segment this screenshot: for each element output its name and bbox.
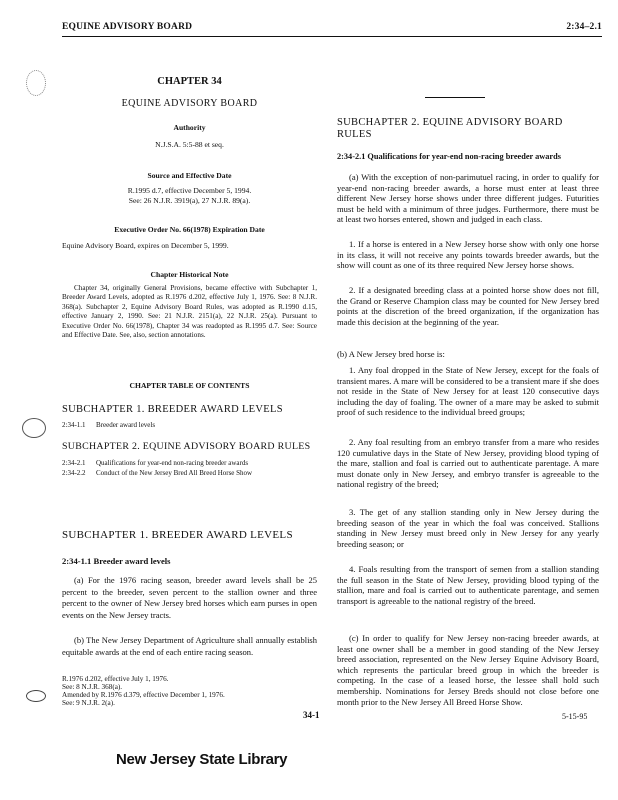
chapter-number: CHAPTER 34 xyxy=(157,76,222,87)
toc-item[interactable] xyxy=(62,421,155,430)
toc-item-number: 2:34-2.1 xyxy=(62,459,86,467)
scan-mark xyxy=(26,70,46,96)
subchapter-2-heading: SUBCHAPTER 2. EQUINE ADVISORY BOARD RULES xyxy=(337,117,563,140)
paragraph-1-1-b: (b) The New Jersey Department of Agriculture shall annually establish equitable awards at the end of each entire racing season. xyxy=(62,635,317,657)
running-header-left: EQUINE ADVISORY BOARD xyxy=(62,22,193,32)
scan-mark xyxy=(22,418,46,438)
paragraph-2-1-a: (a) With the exception of non-parimutuel racing, in order to qualify for year-end non-racing breeder awards, a horse must enter at least three different New Jersey horse shows under three different judges. Futurities must be held with a minimum of three judges. Furthermore, there must be at least two horses entered, shown and judged in each class. xyxy=(337,172,599,225)
toc-item[interactable] xyxy=(62,469,252,478)
annotation-line: R.1976 d.202, effective July 1, 1976. xyxy=(62,675,169,683)
section-heading-1-1: 2:34-1.1 Breeder award levels xyxy=(62,556,171,566)
paragraph-2-1-b: (b) A New Jersey bred horse is: xyxy=(337,349,445,359)
paragraph-2-1-c: (c) In order to qualify for New Jersey non-racing breeder awards, at least one owner shall be a member in good standing of the New Jersey breed association, represented on the New Jersey Equine Advisory Board, which represents the particular breed group in which the breeder is competing. In the case of a leased horse, the lessee shall hold such membership. Nominations for Jersey Breds should not close before one month prior to the New Jersey All Breed Horse Show. xyxy=(337,633,599,707)
section-heading-2-1: 2:34-2.1 Qualifications for year-end non-racing breeder awards xyxy=(337,152,561,161)
subchapter-1-heading: SUBCHAPTER 1. BREEDER AWARD LEVELS xyxy=(62,529,293,541)
source-heading: Source and Effective Date xyxy=(147,171,232,180)
paragraph-2-1-b-3: 3. The get of any stallion standing only in New Jersey during the breeding season of the year in which the foal was conceived. Stallions standing in New Jersey must breed only in New Jersey for any yearly breeding season; or xyxy=(337,507,599,549)
toc-item-title: Qualifications for year-end non-racing breeder awards xyxy=(96,459,249,467)
paragraph-1-1-a: (a) For the 1976 racing season, breeder award levels shall be 25 percent to the breeder, seven percent to the stallion owner and three percent to the owner of New Jersey bred horses which earn purses in open events on the New Jersey tracts. xyxy=(62,575,317,620)
library-stamp: New Jersey State Library xyxy=(116,751,288,768)
history-text: Chapter 34, originally General Provisions, became effective with Subchapter 1, Breeder Award Levels, adopted as R.1976 d.202, effective July 1, 1976. See: 8 N.J.R. 368(a). Subchapter 2, Equine Advisory Board Rules, was adopted as R.1990 d.15, effective January 2, 1990. See: 21 N.J.R. 2151(a), 22 N.J.R. 25(a). Pursuant to Executive Order No. 66(1978), Chapter 34 was readopted as R.1995 d.7. See: Source and Effective Date. See, also, section annotations. xyxy=(62,284,317,340)
toc-item[interactable] xyxy=(62,459,248,468)
annotation-line: Amended by R.1976 d.379, effective December 1, 1976. xyxy=(62,691,225,699)
toc-item-number: 2:34-1.1 xyxy=(62,421,86,429)
authority-heading: Authority xyxy=(173,123,206,132)
source-line: R.1995 d.7, effective December 5, 1994. xyxy=(127,186,252,195)
paragraph-2-1-a-2: 2. If a designated breeding class at a pointed horse show does not fill, the Grand or Reserve Champion class may be counted for New Jersey bred points at the discretion of the breed organization, if the organization has made this decision at the beginning of the year. xyxy=(337,285,599,327)
authority-text: N.J.S.A. 5:5-88 et seq. xyxy=(155,140,224,149)
toc-subchapter-1: SUBCHAPTER 1. BREEDER AWARD LEVELS xyxy=(62,404,283,415)
paragraph-2-1-b-4: 4. Foals resulting from the transport of semen from a stallion standing the full season in the State of New Jersey, providing blood typing of the stallion, mare and foal is carried out to authenticate parentage, and semen transport is agreeable to the national registry of the breed. xyxy=(337,564,599,606)
scan-mark xyxy=(26,690,46,702)
toc-item-number: 2:34-2.2 xyxy=(62,469,86,477)
supplement-date: 5-15-95 xyxy=(562,712,588,721)
page-number: 34-1 xyxy=(303,710,320,720)
running-header-right: 2:34–2.1 xyxy=(566,22,602,32)
paragraph-2-1-b-2: 2. Any foal resulting from an embryo transfer from a mare who resides 120 cumulative days in the State of New Jersey, providing blood typing of the mare, stallion and foal is carried out to authenticate parentage. A mare must donate only in New Jersey, and embryo transfer is agreeable to the national registry of the breed; xyxy=(337,437,599,490)
paragraph-2-1-b-1: 1. Any foal dropped in the State of New Jersey, except for the foals of transient mares. A mare will be considered to be a transient mare if she does not reside in the State of New Jersey for at least 120 consecutive days including the day of foaling. The owner of a mare may be asked to submit proof of such residence to the individual breed groups; xyxy=(337,365,599,418)
source-line: See: 26 N.J.R. 3919(a), 27 N.J.R. 89(a). xyxy=(128,196,251,205)
exec-order-text: Equine Advisory Board, expires on December 5, 1999. xyxy=(62,241,229,250)
toc-heading: CHAPTER TABLE OF CONTENTS xyxy=(129,381,250,390)
toc-subchapter-2: SUBCHAPTER 2. EQUINE ADVISORY BOARD RULES xyxy=(62,441,311,452)
header-rule xyxy=(62,36,602,37)
history-heading: Chapter Historical Note xyxy=(150,270,229,279)
column-rule xyxy=(425,97,485,98)
chapter-title: EQUINE ADVISORY BOARD xyxy=(121,98,258,109)
paragraph-2-1-a-1: 1. If a horse is entered in a New Jersey horse show with only one horse in its class, it will not receive any points towards breeder awards, but the show will count as one of its three required New Jersey horse shows. xyxy=(337,239,599,271)
toc-item-title: Conduct of the New Jersey Bred All Breed Horse Show xyxy=(96,469,253,477)
exec-order-heading: Executive Order No. 66(1978) Expiration Date xyxy=(114,225,265,234)
toc-item-title: Breeder award levels xyxy=(96,421,156,429)
annotation-line: See: 9 N.J.R. 2(a). xyxy=(62,699,115,707)
annotation-line: See: 8 N.J.R. 368(a). xyxy=(62,683,123,691)
